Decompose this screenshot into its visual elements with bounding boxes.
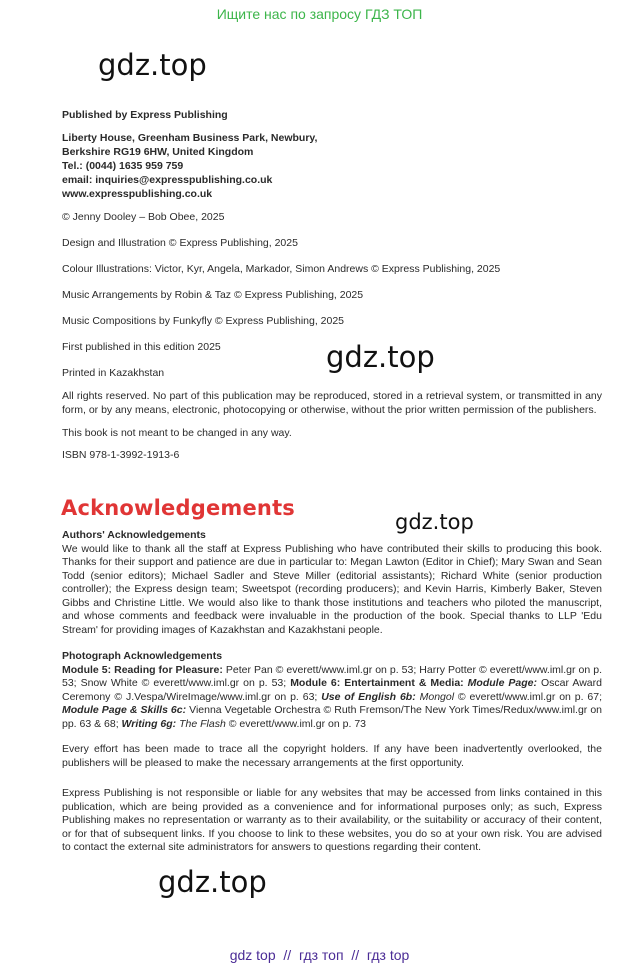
module-page-label: Module Page: xyxy=(463,677,537,689)
watermark: gdz.top xyxy=(98,48,207,82)
music-arrangements-credit: Music Arrangements by Robin & Taz © Express Publishing, 2025 xyxy=(62,289,364,301)
copyright-line: © Jenny Dooley – Bob Obee, 2025 xyxy=(62,211,225,223)
writing-6g-text: © everett/www.iml.gr on p. 73 xyxy=(225,717,367,730)
first-published: First published in this edition 2025 xyxy=(62,341,221,353)
watermark: gdz.top xyxy=(395,510,474,534)
top-banner[interactable]: Ищите нас по запросу ГДЗ ТОП xyxy=(216,6,423,22)
not-changed-notice: This book is not meant to be changed in any way. xyxy=(62,427,292,439)
website: www.expresspublishing.co.uk xyxy=(62,188,213,200)
authors-text: We would like to thank all the staff at Express Publishing who have contributed their skills to producing this book. Thanks for their support and patience are due in particular to: Megan Lawton (Editor in Chief); Mary Swan and Sean Todd (senior editors); Michael Sadler and Steve Miller (editorial assistants); Richard White (senior production controller); the Express design team; Sweetspot (recording producers); and Kevin Harris, Kimberly Baker, Steven Gibbs and Christine Little. We would also like to thank those institutions and teachers who piloted the manuscript, and whose comments and feedback were invaluable in the production of the book. Special thanks to LLP 'Edu Stream' for providing images of Kazakhstan and Kazakhstani people. xyxy=(62,542,602,636)
module-5-text: Peter Pan © everett/www.iml.gr on p. 53; Harry Potter © everett/www.iml.gr on p. 53; Snow White © everett/www.iml.gr on p. 53; xyxy=(62,663,602,689)
colour-illustrations-credit: Colour Illustrations: Victor, Kyr, Angela, Markador, Simon Andrews © Express Publishing, 2025 xyxy=(62,263,501,275)
module-6-text: Oscar Award Ceremony © J.Vespa/WireImage/www.iml.gr on p. 63; xyxy=(62,677,602,703)
module-5-label: Module 5: Reading for Pleasure: xyxy=(62,663,223,676)
rights-notice: All rights reserved. No part of this publication may be reproduced, stored in a retrieval system, or transmitted in any form, or by any means, electronic, photocopying or otherwise, without the prior written permission of the publishers. xyxy=(62,390,602,416)
publisher-address xyxy=(62,131,602,201)
website-disclaimer: Express Publishing is not responsible or liable for any websites that may be accessed from links contained in this publication, which are being provided as a convenience and for informational purposes only; as such, Express Publishing makes no representation or warranty as to their availability, or the suitability or accuracy of their content, or for that of subsequent links. If you choose to link to these websites, you do so at your own risk. You are advised to contact the external site administrators for answers to questions regarding their content. xyxy=(62,787,602,853)
printed-in: Printed in Kazakhstan xyxy=(62,367,165,379)
footer-link-gdz-top-mixed[interactable]: гдз top xyxy=(366,947,410,963)
photo-heading: Photograph Acknowledgements xyxy=(62,650,223,662)
email: email: inquiries@expresspublishing.co.uk xyxy=(62,174,273,186)
module-6-label: Module 6: Entertainment & Media: xyxy=(290,677,464,689)
writing-6g-label: Writing 6g: xyxy=(121,717,177,730)
design-credit: Design and Illustration © Express Publishing, 2025 xyxy=(62,237,298,249)
footer-link-gdz-top[interactable]: gdz top xyxy=(229,947,276,963)
footer-link-gdz-top-ru[interactable]: гдз топ xyxy=(298,947,344,963)
footer-separator: // xyxy=(351,947,360,963)
authors-acknowledgements xyxy=(62,529,602,637)
mongol-title: Mongol xyxy=(415,690,455,703)
footer-links xyxy=(0,947,639,963)
authors-heading: Authors' Acknowledgements xyxy=(62,529,206,541)
footer-separator: // xyxy=(283,947,292,963)
address-line-2: Berkshire RG19 6HW, United Kingdom xyxy=(62,146,254,158)
use-of-english-label: Use of English 6b: xyxy=(321,690,416,703)
flash-title: The Flash xyxy=(176,717,226,730)
acknowledgements-title: Acknowledgements xyxy=(61,496,296,520)
address-line-1: Liberty House, Greenham Business Park, Newbury, xyxy=(62,132,318,144)
module-page-skills-label: Module Page & Skills 6c: xyxy=(62,704,187,716)
watermark: gdz.top xyxy=(158,865,267,899)
copyright-effort-notice: Every effort has been made to trace all the copyright holders. If any have been inadvertently overlooked, the publishers will be pleased to make the necessary arrangements at the first opportunity. xyxy=(62,743,602,769)
module-page-skills-text: Vienna Vegetable Orchestra © Ruth Fremson/The New York Times/Redux/www.iml.gr on pp. 63 & 68; xyxy=(62,704,603,730)
music-compositions-credit: Music Compositions by Funkyfly © Express Publishing, 2025 xyxy=(62,315,345,327)
photo-credits xyxy=(62,664,602,732)
telephone: Tel.: (0044) 1635 959 759 xyxy=(62,160,184,172)
published-by: Published by Express Publishing xyxy=(62,109,228,121)
photograph-acknowledgements xyxy=(62,650,602,731)
watermark: gdz.top xyxy=(326,340,435,374)
use-of-english-text: © everett/www.iml.gr on p. 67; xyxy=(454,690,603,703)
isbn: ISBN 978-1-3992-1913-6 xyxy=(62,449,180,461)
